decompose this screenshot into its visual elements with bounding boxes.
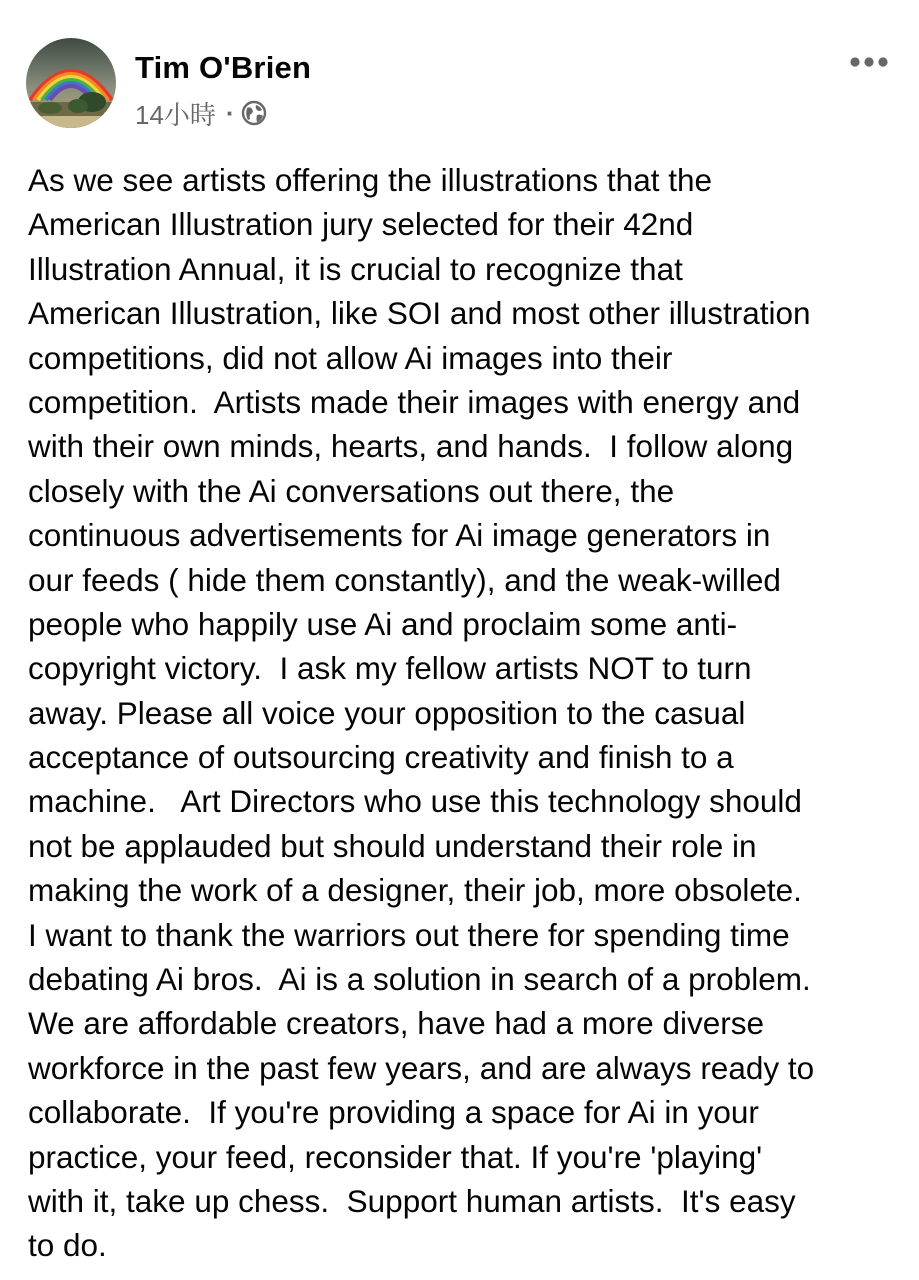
globe-icon[interactable] (241, 100, 267, 126)
post-text-line: competitions, did not allow Ai images into their (28, 339, 673, 376)
post-text-line: continuous advertisements for Ai image generators in (28, 517, 771, 554)
post-text-line: copyright victory. I ask my fellow artists NOT to turn (28, 650, 752, 687)
post-meta (135, 96, 267, 130)
post-text-line: closely with the Ai conversations out there, the (28, 472, 675, 509)
post-text-line: competition. Artists made their images with energy and (28, 383, 801, 420)
author-avatar[interactable] (26, 38, 116, 128)
post-timestamp[interactable]: 14小時 (135, 99, 216, 130)
more-options-button[interactable] (849, 52, 889, 72)
post-text-line: our feeds ( hide them constantly), and the weak-willed (28, 561, 781, 598)
post-text-line: to do. (28, 1227, 107, 1264)
post-text-line: I want to thank the warriors out there for spending time (28, 916, 790, 953)
post-text-line: Illustration Annual, it is crucial to recognize that (28, 250, 683, 287)
post-text-line: As we see artists offering the illustrations that the (28, 162, 713, 198)
post-text-line: away. Please all voice your opposition to the casual (28, 694, 746, 731)
post-text-line: with it, take up chess. Support human artists. It's easy (28, 1182, 796, 1219)
post-text-line: debating Ai bros. Ai is a solution in search of a problem. (28, 961, 811, 998)
more-horizontal-icon (849, 52, 889, 72)
post-text-line: We are affordable creators, have had a more diverse (28, 1005, 764, 1042)
post-text-line: American Illustration jury selected for their 42nd (28, 206, 694, 243)
post-text-line: making the work of a designer, their job, more obsolete. (28, 872, 802, 909)
post-text-line: workforce in the past few years, and are always ready to (28, 1049, 815, 1086)
post-text-line: acceptance of outsourcing creativity and finish to a (28, 739, 734, 776)
meta-separator: · (225, 97, 235, 128)
post-text-line: American Illustration, like SOI and most other illustration (28, 295, 811, 332)
avatar-image (26, 38, 116, 128)
post-text-line: machine. Art Directors who use this technology should (28, 783, 802, 820)
post-text-line: people who happily use Ai and proclaim some anti- (28, 605, 738, 642)
post-text-line: not be applauded but should understand their role in (28, 827, 757, 864)
post-text-line: practice, your feed, reconsider that. If you're 'playing' (28, 1138, 763, 1175)
post-body (28, 158, 898, 1268)
post-text-line: with their own minds, hearts, and hands. I follow along (28, 428, 794, 465)
post-text-line: collaborate. If you're providing a space for Ai in your (28, 1094, 759, 1131)
author-name[interactable]: Tim O'Brien (135, 50, 312, 85)
